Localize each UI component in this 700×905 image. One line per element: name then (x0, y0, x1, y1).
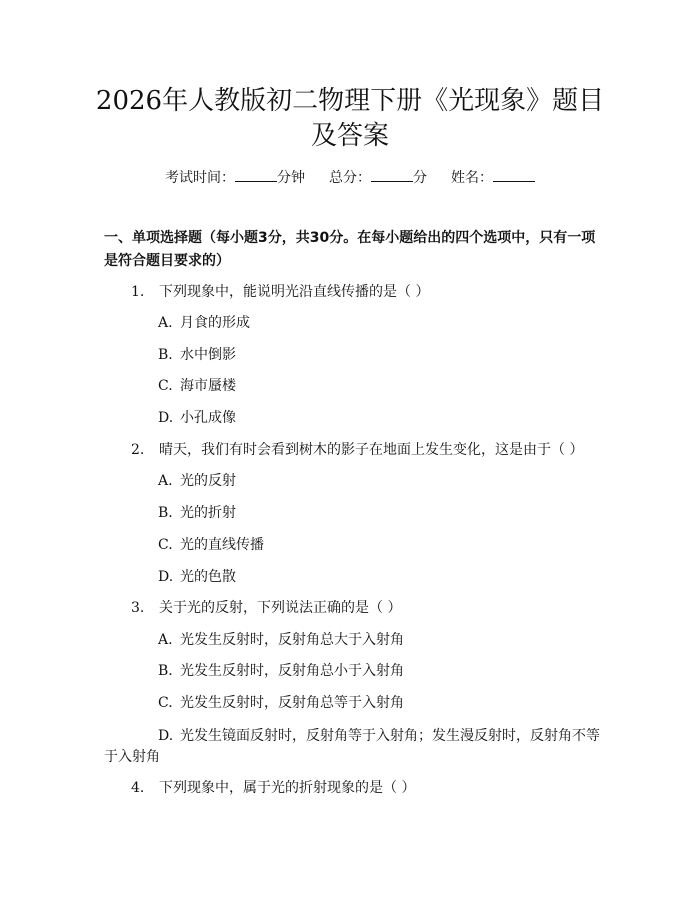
section-heading-line1: 一、单项选择题（每小题3分，共30分。在每小题给出的四个选项中，只有一项 (104, 230, 596, 246)
option-letter: C. (158, 695, 173, 711)
section-heading-line2: 是符合题目要求的） (104, 253, 230, 269)
option-text: 光的折射 (180, 505, 236, 521)
exam-time-unit: 分钟 (277, 170, 305, 186)
option-3c (158, 693, 404, 713)
option-2a (158, 471, 236, 491)
option-text: 月食的形成 (180, 315, 250, 331)
option-letter: A. (158, 632, 173, 648)
option-letter: D. (158, 569, 174, 585)
exam-time-field (165, 167, 305, 188)
option-1d (158, 408, 236, 428)
question-text: 下列现象中，属于光的折射现象的是（ ） (159, 780, 416, 796)
question-number: 4. (131, 780, 145, 796)
option-text: 光的反射 (180, 473, 236, 489)
option-3d (158, 726, 600, 746)
question-number: 1. (131, 284, 145, 300)
option-3a (158, 630, 404, 650)
question-number: 2. (131, 442, 145, 458)
student-name-label: 姓名： (451, 170, 493, 186)
option-2c (158, 535, 264, 555)
option-text: 光的色散 (180, 569, 236, 585)
question-text: 下列现象中，能说明光沿直线传播的是（ ） (159, 284, 430, 300)
option-text: 海市蜃楼 (180, 378, 236, 394)
option-letter: D. (158, 728, 174, 744)
option-text: 光发生反射时，反射角总等于入射角 (180, 695, 404, 711)
question-3 (131, 598, 401, 618)
question-number: 3. (131, 600, 145, 616)
student-name-blank (493, 167, 535, 182)
student-name-field (451, 167, 535, 188)
total-score-field (329, 167, 427, 188)
option-1c (158, 376, 236, 396)
option-text: 小孔成像 (180, 410, 236, 426)
option-letter: C. (158, 537, 173, 553)
document-title-line2: 及答案 (310, 121, 389, 151)
total-score-label: 总分： (329, 170, 371, 186)
option-letter: B. (158, 347, 173, 363)
question-text: 关于光的反射，下列说法正确的是（ ） (159, 600, 402, 616)
option-text: 光发生反射时，反射角总大于入射角 (180, 632, 404, 648)
question-1 (131, 282, 429, 302)
option-3b (158, 661, 404, 681)
exam-time-label: 考试时间： (165, 170, 235, 186)
option-letter: B. (158, 505, 173, 521)
question-2 (131, 440, 583, 460)
option-letter: A. (158, 473, 173, 489)
exam-time-blank (235, 167, 277, 182)
option-1a (158, 313, 250, 333)
option-3d-continuation: 于入射角 (104, 749, 160, 765)
exam-meta-line (0, 167, 700, 188)
option-text: 光发生镜面反射时，反射角等于入射角；发生漫反射时，反射角不等 (180, 728, 600, 744)
option-text: 光的直线传播 (180, 537, 264, 553)
option-letter: A. (158, 315, 173, 331)
option-letter: C. (158, 378, 173, 394)
option-text: 水中倒影 (180, 347, 236, 363)
total-score-blank (371, 167, 413, 182)
option-2d (158, 567, 236, 587)
option-letter: B. (158, 663, 173, 679)
option-text: 光发生反射时，反射角总小于入射角 (180, 663, 404, 679)
total-score-unit: 分 (413, 170, 427, 186)
question-text: 晴天，我们有时会看到树木的影子在地面上发生变化，这是由于（ ） (159, 442, 584, 458)
question-4 (131, 778, 415, 798)
document-title-line1: 2026年人教版初二物理下册《光现象》题目 (95, 86, 605, 116)
option-1b (158, 345, 236, 365)
option-letter: D. (158, 410, 174, 426)
option-2b (158, 503, 236, 523)
